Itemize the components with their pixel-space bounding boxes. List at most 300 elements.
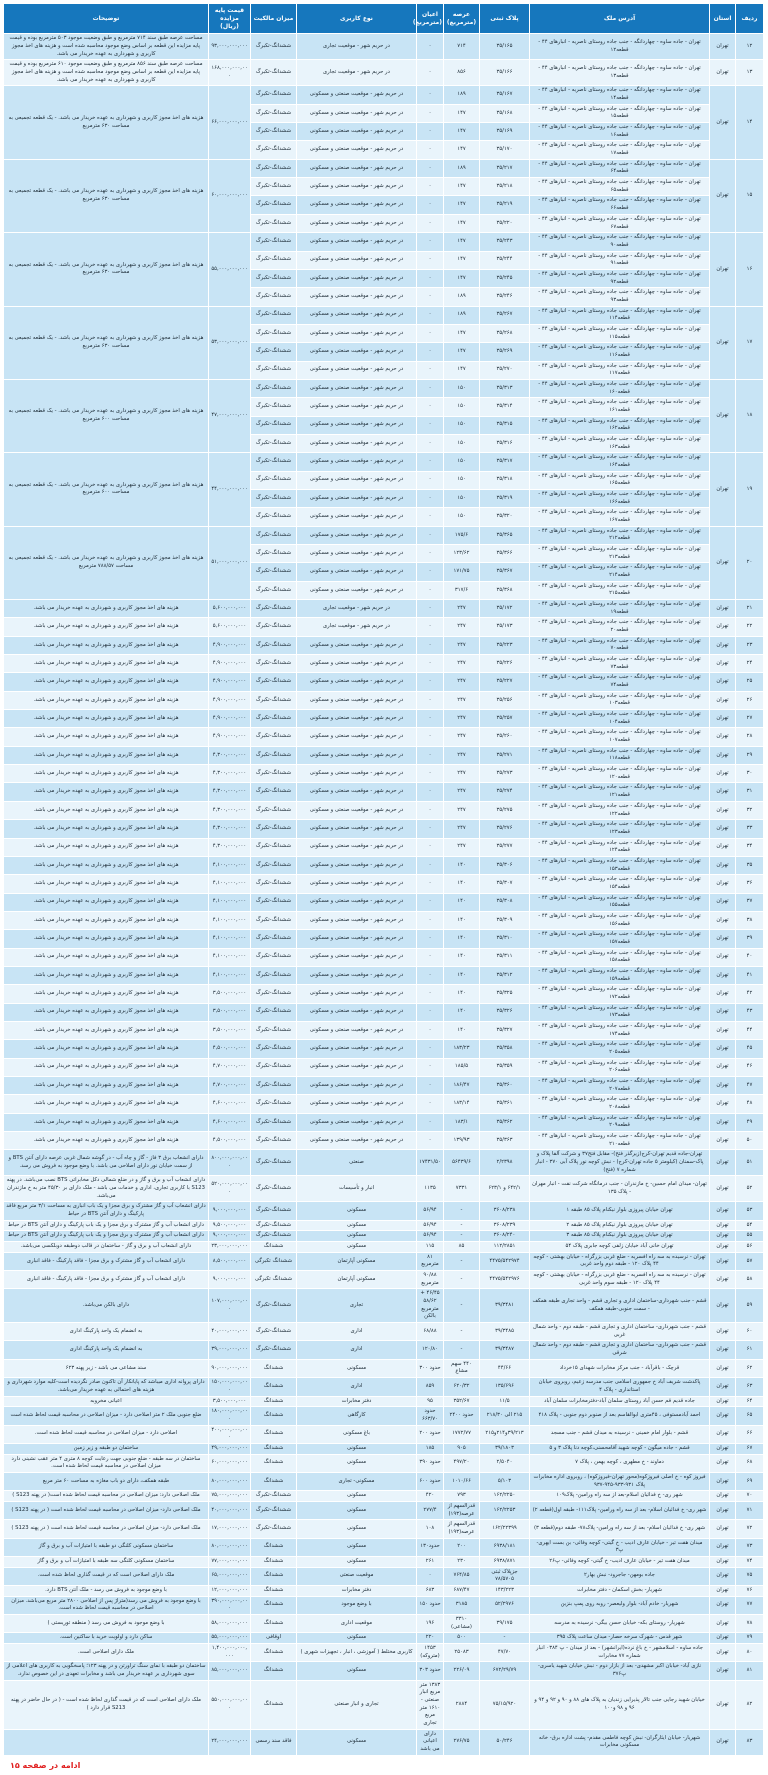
cell-base-price: ۴۰,۰۰۰,۰۰۰,۰۰۰ [209, 1501, 251, 1519]
cell-description: هزینه های اخذ مجوز کاربری و شهرداری به عهده خریدار می باشد. [4, 746, 209, 764]
col-header-2: آدرس ملک [530, 4, 710, 34]
cell-area-land: ۱۵۰ [444, 416, 480, 434]
cell-address: تهران - جاده ساوه - چهاردانگه - جنب جاده روستای ناصریه - انبارهای ۴۴ - قطعه۲۱۲ [530, 526, 710, 544]
cell-description: هزینه های اخذ مجوز کاربری و شهرداری به عهده خریدار می باشد. [4, 783, 209, 801]
cell-description: مساحت عرصه طبق سند ۷۱۴ مترمربع و طبق وضعیت موجود ۵۰۳ مترمربع بوده و قیمت پایه مزایده این قطعه بر اساس وضع موجود محاسبه شده است و هزینه های اخذ مجوز کاربری و شهرداری به عهده خریدار می باشد. [4, 34, 209, 60]
cell-address: قشم - جنب شهرداری-ساختمان اداری و تجاری قشم - واحد تجاری طبقه همکف - سمت جنوبی-طبقه همکف [530, 1289, 710, 1323]
cell-area-building: ۰ [417, 710, 444, 728]
cell-area-building: ۱۴۵۳ (متروکه) [417, 1643, 444, 1661]
table-row [4, 86, 764, 104]
cell-area-land: ۱۴۰ [444, 966, 480, 984]
cell-usage: در حریم شهر - موقعیت صنعتی و مسکونی [297, 856, 417, 874]
cell-ownership: ششدانگ-تکبرگ [251, 948, 297, 966]
table-row [4, 636, 764, 654]
cell-plate: ۱۱۲/۲۸۵۱ [480, 1242, 530, 1253]
cell-usage: در حریم شهر - موقعیت صنعتی و مسکونی [297, 1058, 417, 1076]
cell-plate: ۳۵/۲۷۰ [480, 361, 530, 379]
cell-plate: ۳۵/۲۴۶ [480, 288, 530, 306]
cell-area-building: ۰ [417, 214, 444, 232]
cell-province: تهران [710, 1003, 736, 1021]
cell-area-building: حدود۱۳۰ [417, 1538, 444, 1556]
cell-area-land: ۱۴۷ [444, 104, 480, 122]
cell-description: ضلع جنوبی ملک ۲ متر اصلاحی دارد - میزان اصلاحی در محاسبه قیمت لحاظ شده است [4, 1407, 209, 1425]
cell-usage: در حریم شهر - موقعیت صنعتی و مسکونی [297, 875, 417, 893]
cell-province: تهران [710, 1176, 736, 1202]
cell-ownership: ششدانگ [251, 1472, 297, 1490]
cell-province: تهران [710, 1359, 736, 1377]
cell-ownership: ششدانگ-تکبرگ [251, 141, 297, 159]
table-row [4, 618, 764, 636]
cell-row-no: ۳۱ [736, 783, 764, 801]
cell-base-price: ۴,۹۰۰,۰۰۰,۰۰۰ [209, 655, 251, 673]
cell-description: هزینه های اخذ مجوز کاربری و شهرداری به عهده خریدار می باشد. [4, 1113, 209, 1131]
cell-plate: ۳۵/۳۱۷ [480, 453, 530, 471]
cell-area-land: قدرالسهم از عرصه(۱۹۳) [444, 1501, 480, 1519]
cell-area-building: ۰ [417, 60, 444, 86]
cell-usage: در حریم شهر - موقعیت صنعتی و مسکونی [297, 1132, 417, 1150]
cell-area-land: ۲۴۷ [444, 655, 480, 673]
table-row [4, 1729, 764, 1755]
cell-area-land: ۲۴۷ [444, 710, 480, 728]
cell-ownership: ششدانگ-تکبرگ [251, 563, 297, 581]
cell-province: تهران [710, 746, 736, 764]
cell-ownership: ششدانگ-تکبرگ [251, 783, 297, 801]
cell-address: تهران - جاده ساوه - چهاردانگه - جنب جاده روستای ناصریه - انبارهای ۴۴ - قطعه۶۶ [530, 196, 710, 214]
cell-plate: ۳۹/۱۸۰۳ [480, 1443, 530, 1454]
cell-province: تهران [710, 673, 736, 691]
cell-address: شهریار- روستای بکه- خیابان حسن بیگی- نرسیده به مدرسه [530, 1614, 710, 1632]
cell-ownership: ششدانگ-تکبرگ [251, 526, 297, 544]
cell-area-land: ۱۴۷ [444, 178, 480, 196]
cell-ownership: ششدانگ-تکبرگ [251, 1341, 297, 1359]
table-row [4, 1407, 764, 1425]
cell-plate: ۳۵/۳۶۵ [480, 526, 530, 544]
cell-area-building: ۰ [417, 801, 444, 819]
cell-plate: ۳۵/۲۷۱ [480, 746, 530, 764]
cell-ownership: ششدانگ [251, 1662, 297, 1680]
cell-area-building: ۰ [417, 856, 444, 874]
cell-area-land: ۱۴۷ [444, 269, 480, 287]
cell-address: تهران - نرسیده به سه راه افسریه - ضلع غربی بزرگراه - خیابان بهشتی - کوچه ۴۴ پلاک ۱۲۰ - طبقه سوم واحد غربی [530, 1271, 710, 1289]
cell-province: تهران [710, 1662, 736, 1680]
table-row [4, 1095, 764, 1113]
cell-ownership: ششدانگ-تکبرگ [251, 875, 297, 893]
cell-address: خیابان شهید رجایی جنب تالار پذیرایی زندیان به پلاک های ۸۸ و ۹۰ و ۹۲ و ۹۴ و ۹۶ و ۹۸ و۱۰۰ [530, 1680, 710, 1729]
cell-area-land: حدود ۲۴۰۰ [444, 1407, 480, 1425]
cell-row-no: ۴۰ [736, 948, 764, 966]
cell-area-building: ۰ [417, 673, 444, 691]
cell-base-price: ۱۸۰,۰۰۰,۰۰۰,۰۰۰ [209, 1407, 251, 1425]
table-row [4, 1680, 764, 1729]
cell-ownership: ششدانگ-تکبرگ [251, 60, 297, 86]
cell-area-land: ۱۸۳/۱ [444, 1113, 480, 1131]
cell-ownership: ششدانگ [251, 1425, 297, 1443]
cell-base-price: ۱۵۰,۰۰۰,۰۰۰,۰۰۰ [209, 1378, 251, 1396]
cell-ownership: ششدانگ [251, 1396, 297, 1407]
cell-usage: در حریم شهر - موقعیت صنعتی و مسکونی [297, 159, 417, 177]
cell-province: تهران [710, 1132, 736, 1150]
cell-area-building: ۹۵ [417, 1396, 444, 1407]
cell-base-price: ۴,۳۰۰,۰۰۰,۰۰۰ [209, 838, 251, 856]
cell-base-price: ۴,۶۰۰,۰۰۰,۰۰۰ [209, 1113, 251, 1131]
cell-province: تهران [710, 1220, 736, 1231]
cell-base-price: ۶۶,۰۰۰,۰۰۰,۰۰۰ [209, 86, 251, 159]
cell-area-land: ۱۰۱۰/۶۶ [444, 1472, 480, 1490]
cell-usage: در حریم شهر - موقعیت صنعتی و مسکونی [297, 893, 417, 911]
cell-description: هزینه های اخذ مجوز کاربری و شهرداری به عهده خریدار می باشد. [4, 728, 209, 746]
col-header-8: قیمت پایه مزایده (ریال) [209, 4, 251, 34]
cell-address: تهران - جاده ساوه - چهاردانگه - جنب جاده روستای ناصریه - انبارهای ۴۴ - قطعه۱۵۶ [530, 911, 710, 929]
cell-address: تهران - جاده ساوه - چهاردانگه - جنب جاده روستای ناصریه - انبارهای ۴۴ - قطعه۱۵۸ [530, 948, 710, 966]
cell-base-price: ۱۶۸,۰۰۰,۰۰۰,۰۰۰ [209, 60, 251, 86]
table-row [4, 1614, 764, 1632]
cell-area-land: ۲۴۷ [444, 618, 480, 636]
cell-area-land: ۱۴۷ [444, 123, 480, 141]
cell-area-building: ۶۸۳ [417, 1585, 444, 1596]
cell-address: تهران - جاده ساوه - چهاردانگه - جنب جاده روستای ناصریه - انبارهای ۴۴ - قطعه۱۶۵ [530, 471, 710, 489]
cell-address: پاکدشت شریف آباد خ جمهوری اسلامی جنب مدرسه زعیم، روبروی خیابان استانداری - پلاک ۴ [530, 1378, 710, 1396]
cell-province: تهران [710, 1729, 736, 1755]
cell-area-building: ۰ [417, 838, 444, 856]
col-header-4: عرصه (مترمربع) [444, 4, 480, 34]
cell-description: ساختمان مسکونی کلنگی دو طبقه با امتیازات آب و برق و گاز [4, 1538, 209, 1556]
cell-usage: در حریم شهر - موقعیت صنعتی و مسکونی [297, 526, 417, 544]
cell-base-price: ۴,۱۰۰,۰۰۰,۰۰۰ [209, 893, 251, 911]
table-row [4, 1289, 764, 1323]
cell-base-price: ۴,۱۰۰,۰۰۰,۰۰۰ [209, 966, 251, 984]
cell-usage: مسکونی [297, 1633, 417, 1644]
table-row [4, 1359, 764, 1377]
cell-base-price: ۴,۷۰۰,۰۰۰,۰۰۰ [209, 1076, 251, 1094]
table-row [4, 966, 764, 984]
cell-description: هزینه های اخذ مجوز کاربری و شهرداری به عهده خریدار می باشد. [4, 985, 209, 1003]
cell-base-price: ۴۰۰,۰۰۰,۰۰۰,۰۰۰ [209, 1425, 251, 1443]
table-row [4, 1040, 764, 1058]
cell-usage: در حریم شهر - موقعیت صنعتی و مسکونی [297, 508, 417, 526]
cell-ownership: ششدانگ-تکبرگ [251, 416, 297, 434]
cell-description: مساحت عرصه طبق سند ۸۵۶ مترمربع و طبق وضعیت موجود ۶۱۰ مترمربع بوده و قیمت پایه مزایده این قطعه بر اساس وضع موجود محاسبه شده است و هزینه های اخذ مجوز کاربری و شهرداری به عهده خریدار می باشد. [4, 60, 209, 86]
cell-province: تهران [710, 636, 736, 654]
cell-description: هزینه های اخذ مجوز کاربری و شهرداری به عهده خریدار می باشد. [4, 966, 209, 984]
cell-description: هزینه های اخذ مجوز کاربری و شهرداری به عهده خریدار می باشد. [4, 655, 209, 673]
cell-address: تهران - جاده ساوه - چهاردانگه - جنب جاده روستای ناصریه - انبارهای ۴۴ - قطعه۱۹ [530, 600, 710, 618]
cell-usage: مسکونی آپارتمان [297, 1271, 417, 1289]
cell-ownership: ششدانگ [251, 1585, 297, 1596]
cell-address: تهران - جاده ساوه - چهاردانگه - جنب جاده روستای ناصریه - انبارهای ۴۴ - قطعه۱۷۳ [530, 1003, 710, 1021]
cell-area-land: ۱۴۰ [444, 893, 480, 911]
cell-plate: - [480, 1633, 530, 1644]
cell-usage: در حریم شهر - موقعیت صنعتی و مسکونی [297, 655, 417, 673]
cell-area-building: ۰ [417, 269, 444, 287]
cell-area-land: ۱۴۷ [444, 324, 480, 342]
cell-address: قشم - جنب شهرداری- ساختمان اداری و تجاری قشم - طبقه دوم - واحد شمال شرقی [530, 1341, 710, 1359]
cell-description: ملک اصلاحی دارد- میزان اصلاحی در محاسبه قیمت لحاظ شده است ( در پهنه S123 ) [4, 1520, 209, 1538]
cell-area-land: ۳۵۲/۶۷ [444, 1396, 480, 1407]
cell-ownership: ششدانگ-تکبرگ [251, 1040, 297, 1058]
cell-base-price: ۹۳,۰۰۰,۰۰۰,۰۰۰ [209, 34, 251, 60]
cell-address: تهران - جاده ساوه - چهاردانگه - جنب جاده روستای ناصریه - انبارهای ۴۴ - قطعه۱۳ [530, 60, 710, 86]
cell-ownership: ششدانگ-تکبرگ [251, 1150, 297, 1176]
cell-area-land: ۱۴۰ [444, 985, 480, 1003]
cell-plate: ۳۵/۳۲۰ [480, 508, 530, 526]
cell-area-land: - [444, 1252, 480, 1270]
cell-address: قشم - جاده میگون - کوچه شهید آقامحسنی،کوچه دنا پلاک ۳ و ۵ [530, 1443, 710, 1454]
cell-plate: ۳۵/۲۷۴ [480, 783, 530, 801]
cell-description: ساکن دارد و اولویت خرید با ساکنین است. [4, 1633, 209, 1644]
cell-plate: ۳۵/۲۶۷ [480, 306, 530, 324]
cell-ownership: ششدانگ-تکبرگ [251, 820, 297, 838]
cell-province: تهران [710, 856, 736, 874]
cell-province: تهران [710, 838, 736, 856]
cell-plate: ۳۵/۳۶۲ [480, 1113, 530, 1131]
cell-address: جاده قدیم قم حسن آباد روستای سلمان آباد-دفترمخابرات سلمان آباد [530, 1396, 710, 1407]
cell-area-land: ۱۴۰ [444, 1003, 480, 1021]
cell-usage: در حریم شهر - موقعیت صنعتی و مسکونی [297, 86, 417, 104]
cell-province: تهران [710, 1633, 736, 1644]
cell-usage: تجاری [297, 1289, 417, 1323]
cell-province: تهران [710, 1040, 736, 1058]
cell-usage: مسکونی [297, 1491, 417, 1502]
cell-description: هزینه های اخذ مجوز کاربری و شهرداری به عهده خریدار می باشد. [4, 856, 209, 874]
cell-province: تهران [710, 1095, 736, 1113]
cell-address: تهران - جاده ساوه - چهاردانگه - جنب جاده روستای ناصریه - انبارهای ۴۴ - قطعه۱۰۳ [530, 691, 710, 709]
cell-row-no: ۴۳ [736, 1003, 764, 1021]
cell-area-building: ۴۲۰ [417, 1491, 444, 1502]
cell-area-building: حدود ۲۰۰ [417, 1425, 444, 1443]
cell-usage: در حریم شهر - موقعیت تجاری [297, 600, 417, 618]
cell-usage: مسکونی [297, 1359, 417, 1377]
table-row [4, 1585, 764, 1596]
cell-area-building: ۰ [417, 398, 444, 416]
cell-description: دارای انشعاب آب و گاز مشترک و برق مجزا و یک باب پارکینگ و دارای آنتن BTS در حیاط [4, 1231, 209, 1242]
cell-address: تهران - جاده ساوه - چهاردانگه - جنب جاده روستای ناصریه - انبارهای ۴۴ - قطعه۱۰۴ [530, 710, 710, 728]
cell-address: تهران - جاده ساوه - چهاردانگه - جنب جاده روستای ناصریه - انبارهای ۴۴ - قطعه۱۴ [530, 86, 710, 104]
cell-ownership: ششدانگ-تکبرگ [251, 1231, 297, 1242]
cell-row-no: ۵۱ [736, 1150, 764, 1176]
cell-row-no: ۴۱ [736, 966, 764, 984]
cell-row-no: ۲۲ [736, 618, 764, 636]
cell-plate: ۳۵/۲۵۶ [480, 691, 530, 709]
cell-ownership: ششدانگ [251, 1538, 297, 1556]
cell-usage: دفتر مخابرات [297, 1396, 417, 1407]
cell-base-price: ۵,۶۰۰,۰۰۰,۰۰۰ [209, 618, 251, 636]
cell-plate: ۳۵/۲۲۰ [480, 214, 530, 232]
cell-usage: مسکونی [297, 1729, 417, 1755]
table-row [4, 985, 764, 1003]
cell-ownership: ششدانگ-تکبرگ [251, 398, 297, 416]
cell-area-building: ۸۵۹ [417, 1378, 444, 1396]
cell-description: هزینه های اخذ مجوز کاربری و شهرداری به عهده خریدار می باشد. [4, 636, 209, 654]
cell-row-no: ۳۰ [736, 765, 764, 783]
cell-plate: ۳۹/۳۴۸۱ [480, 1289, 530, 1323]
cell-ownership: ششدانگ-تکبرگ [251, 1323, 297, 1341]
cell-usage: در حریم شهر - موقعیت صنعتی و مسکونی [297, 801, 417, 819]
cell-plate: ۳۵/۱۷۲ [480, 600, 530, 618]
cell-row-no: ۸۲ [736, 1680, 764, 1729]
cell-address: تهران - نرسیده به سه راه افسریه - ضلع غربی بزرگراه - خیابان بهشتی - کوچه ۴۴ پلاک ۱۲۰ - طبقه دوم واحد غربی [530, 1252, 710, 1270]
cell-ownership: ششدانگ-تکبرگ [251, 1491, 297, 1502]
cell-ownership: ششدانگ-تکبرگ [251, 361, 297, 379]
cell-address: نازی آباد- خیابان اکبر مشهدی- بعد از بازار دوم - نبش خیابان شهید یاسری-پ۳۷۶ [530, 1662, 710, 1680]
cell-province: تهران [710, 1454, 736, 1472]
cell-ownership: ششدانگ-تکبرگ [251, 1501, 297, 1519]
table-row [4, 600, 764, 618]
cell-usage: در حریم شهر - موقعیت تجاری [297, 618, 417, 636]
cell-area-building: ۰ [417, 34, 444, 60]
cell-base-price: ۴,۱۰۰,۰۰۰,۰۰۰ [209, 856, 251, 874]
table-row [4, 673, 764, 691]
cell-description: هزینه های اخذ مجوز کاربری و شهرداری به عهده خریدار می باشد. - یک قطعه تجمیعی به مساحت ۶۳۰ مترمربع [4, 233, 209, 306]
cell-ownership: ششدانگ-تکبرگ [251, 34, 297, 60]
cell-province: تهران [710, 1520, 736, 1538]
cell-description: هزینه های اخذ مجوز کاربری و شهرداری به عهده خریدار می باشد. [4, 1095, 209, 1113]
cell-ownership: ششدانگ-تکبرگ [251, 801, 297, 819]
cell-ownership: ششدانگ [251, 1643, 297, 1661]
cell-plate: ۳۵/۳۶۷ [480, 563, 530, 581]
cell-description: هزینه های اخذ مجوز کاربری و شهرداری به عهده خریدار می باشد. [4, 673, 209, 691]
cell-area-building: ۵۶/۹۴ [417, 1220, 444, 1231]
cell-ownership: ششدانگ-تکبرگ [251, 1003, 297, 1021]
cell-base-price: ۲۴,۰۰۰,۰۰۰,۰۰۰ [209, 1729, 251, 1755]
cell-usage: در حریم شهر - موقعیت صنعتی و مسکونی [297, 251, 417, 269]
cell-province: تهران [710, 1501, 736, 1519]
cell-plate: ۳۶۰۸/۲۳۹ [480, 1220, 530, 1231]
cell-description: هزینه های اخذ مجوز کاربری و شهرداری به عهده خریدار می باشد. [4, 930, 209, 948]
cell-ownership: ششدانگ-تکبرگ [251, 324, 297, 342]
cell-plate: ۳۵/۳۶۳ [480, 1132, 530, 1150]
cell-area-building: ۰ [417, 416, 444, 434]
cell-row-no: ۱۶ [736, 233, 764, 306]
cell-province: تهران [710, 875, 736, 893]
cell-description: هزینه های اخذ مجوز کاربری و شهرداری به عهده خریدار می باشد. [4, 1132, 209, 1150]
cell-usage: مسکونی [297, 1662, 417, 1680]
cell-row-no: ۷۶ [736, 1585, 764, 1596]
cell-province: تهران [710, 159, 736, 232]
cell-plate: ۴۴۷۵/۵۴۲۹۷۶ [480, 1271, 530, 1289]
cell-plate: ۳۵/۳۶۸ [480, 581, 530, 599]
cell-area-land: ۲۳۰ [444, 1556, 480, 1567]
cell-area-building: ۱۹۶ [417, 1614, 444, 1632]
cell-area-building: ۰ [417, 453, 444, 471]
cell-area-land: ۱۵۰ [444, 379, 480, 397]
cell-ownership: ششدانگ [251, 1378, 297, 1396]
cell-plate: ۱۴۳/۲۲۳ [480, 1585, 530, 1596]
cell-area-land: ۷۱۴ [444, 34, 480, 60]
cell-plate: ۳۵/۲۵۷ [480, 710, 530, 728]
cell-description: اعیانی مخروبه [4, 1396, 209, 1407]
table-row [4, 1643, 764, 1661]
cell-area-building: ۰ [417, 911, 444, 929]
cell-ownership: ششدانگ-تکبرگ [251, 765, 297, 783]
cell-row-no: ۵۵ [736, 1231, 764, 1242]
table-row [4, 801, 764, 819]
cell-description: هزینه های اخذ مجوز کاربری و شهرداری به عهده خریدار می باشد. [4, 765, 209, 783]
cell-base-price: ۱,۴۰۰,۰۰۰,۰۰۰,۰۰۰ [209, 1643, 251, 1661]
cell-area-building: ۱۱۵ [417, 1242, 444, 1253]
cell-area-building: ۰ [417, 746, 444, 764]
cell-ownership: ششدانگ-تکبرگ [251, 746, 297, 764]
cell-ownership: ششدانگ-تکبرگ [251, 196, 297, 214]
cell-base-price: ۴,۱۰۰,۰۰۰,۰۰۰ [209, 911, 251, 929]
cell-base-price: ۳۹,۰۰۰,۰۰۰,۰۰۰ [209, 1341, 251, 1359]
cell-usage: دفتر مخابرات [297, 1585, 417, 1596]
cell-ownership: ششدانگ [251, 1359, 297, 1377]
cell-area-land: - [444, 1202, 480, 1220]
cell-plate: ۴۷/۷۰ [480, 1643, 530, 1661]
cell-area-building: ۱۸۵ [417, 1443, 444, 1454]
cell-ownership: ششدانگ-تکبرگ [251, 618, 297, 636]
cell-area-building: ۰ [417, 196, 444, 214]
cell-description: طبقه همکف، دارای دو باب مغازه به مساحت ۶۰ متر مربع [4, 1472, 209, 1490]
cell-address: قشم - جنب شهرداری- ساختمان اداری و تجاری قشم - طبقه دوم - واحد شمال غربی [530, 1323, 710, 1341]
cell-area-land: ۴۹۷/۲۰ [444, 1454, 480, 1472]
table-row [4, 1076, 764, 1094]
cell-area-building: ۰ [417, 765, 444, 783]
cell-area-building: ۰ [417, 288, 444, 306]
cell-area-land: ۵۰۰ [444, 1633, 480, 1644]
col-header-5: اعیان (مترمربع) [417, 4, 444, 34]
cell-address: تهران خیابان پیروزی بلوار نیکنام پلاک ۸۵ طبقه ۳ [530, 1231, 710, 1242]
cell-description: ملک دارای اصلاحی است که در قیمت گذاری لحاظ شده است - ( در حال حاضر در پهنه S213 قرار دارد ) [4, 1680, 209, 1729]
cell-area-land: ۲۷۶/۷۵ [444, 1729, 480, 1755]
cell-row-no: ۸۰ [736, 1643, 764, 1661]
cell-area-land: ۶۸۷/۴۷ [444, 1585, 480, 1596]
cell-area-land: ۳۱۷/۶ [444, 581, 480, 599]
cell-plate: ۳۵/۲۶۸ [480, 324, 530, 342]
cell-description: هزینه های اخذ مجوز کاربری و شهرداری به عهده خریدار می باشد. - یک قطعه تجمیعی به مساحت ۶۳۰ مترمربع [4, 306, 209, 379]
cell-ownership: ششدانگ تکبرگی [251, 1271, 297, 1289]
cell-plate: ۱۶۲/۲۲۳۹۹ [480, 1520, 530, 1538]
cell-plate: ۶۹۳۸/۱۸۱ [480, 1538, 530, 1556]
cell-province: تهران [710, 1407, 736, 1425]
cell-base-price: ۵۱,۰۰۰,۰۰۰,۰۰۰ [209, 526, 251, 599]
cell-area-building: ۰ [417, 434, 444, 452]
cell-row-no: ۶۵ [736, 1407, 764, 1425]
cell-province: تهران [710, 1113, 736, 1131]
cell-base-price: ۷۵,۰۰۰,۰۰۰,۰۰۰ [209, 1491, 251, 1502]
cell-ownership: ششدانگ-تکبرگ [251, 1132, 297, 1150]
cell-description: هزینه های اخذ مجوز کاربری و شهرداری به عهده خریدار می باشد. [4, 801, 209, 819]
cell-address: تهران - جاده ساوه - چهاردانگه - جنب جاده روستای ناصریه - انبارهای ۴۴ - قطعه۶۴ [530, 159, 710, 177]
cell-area-building: ۰ [417, 1040, 444, 1058]
cell-row-no: ۲۱ [736, 600, 764, 618]
cell-province: تهران [710, 893, 736, 911]
cell-ownership: ششدانگ [251, 1443, 297, 1454]
cell-plate: ۳۵/۲۱۹ [480, 196, 530, 214]
cell-address: تهران - جاده ساوه - چهاردانگه - جنب جاده روستای ناصریه - انبارهای ۴۴ - قطعه۱۷۲ [530, 985, 710, 1003]
cell-ownership: ششدانگ-تکبرگ [251, 673, 297, 691]
cell-area-land: ۲۴۷ [444, 783, 480, 801]
cell-ownership: ششدانگ-تکبرگ [251, 655, 297, 673]
cell-ownership: ششدانگ-تکبرگ [251, 471, 297, 489]
cell-address: تهران - جاده ساوه - چهاردانگه - جنب جاده روستای ناصریه - انبارهای ۴۴ - قطعه۱۵ [530, 104, 710, 122]
cell-address: تهران - جاده ساوه - چهاردانگه - جنب جاده روستای ناصریه - انبارهای ۴۴ - قطعه۱۵۹ [530, 966, 710, 984]
table-row [4, 948, 764, 966]
cell-usage: در حریم شهر - موقعیت صنعتی و مسکونی [297, 178, 417, 196]
table-row [4, 1220, 764, 1231]
cell-plate: ۳۶۰۸/۲۴۰ [480, 1231, 530, 1242]
cell-usage: در حریم شهر - موقعیت صنعتی و مسکونی [297, 453, 417, 471]
cell-description: به انضمام یک واحد پارکینگ اداری [4, 1341, 209, 1359]
cell-area-land: ۱۸۳/۱۴ [444, 1095, 480, 1113]
cell-area-building: ۰ [417, 123, 444, 141]
cell-area-building: ۰ [417, 379, 444, 397]
cell-address: تهران - جاده ساوه - چهاردانگه - جنب جاده روستای ناصریه - انبارهای ۴۴ - قطعه۹۰ [530, 233, 710, 251]
cell-plate: ۳۵/۳۱۰ [480, 930, 530, 948]
table-row [4, 1003, 764, 1021]
cell-plate: ۳۵/۳۱۹ [480, 489, 530, 507]
table-row [4, 1443, 764, 1454]
